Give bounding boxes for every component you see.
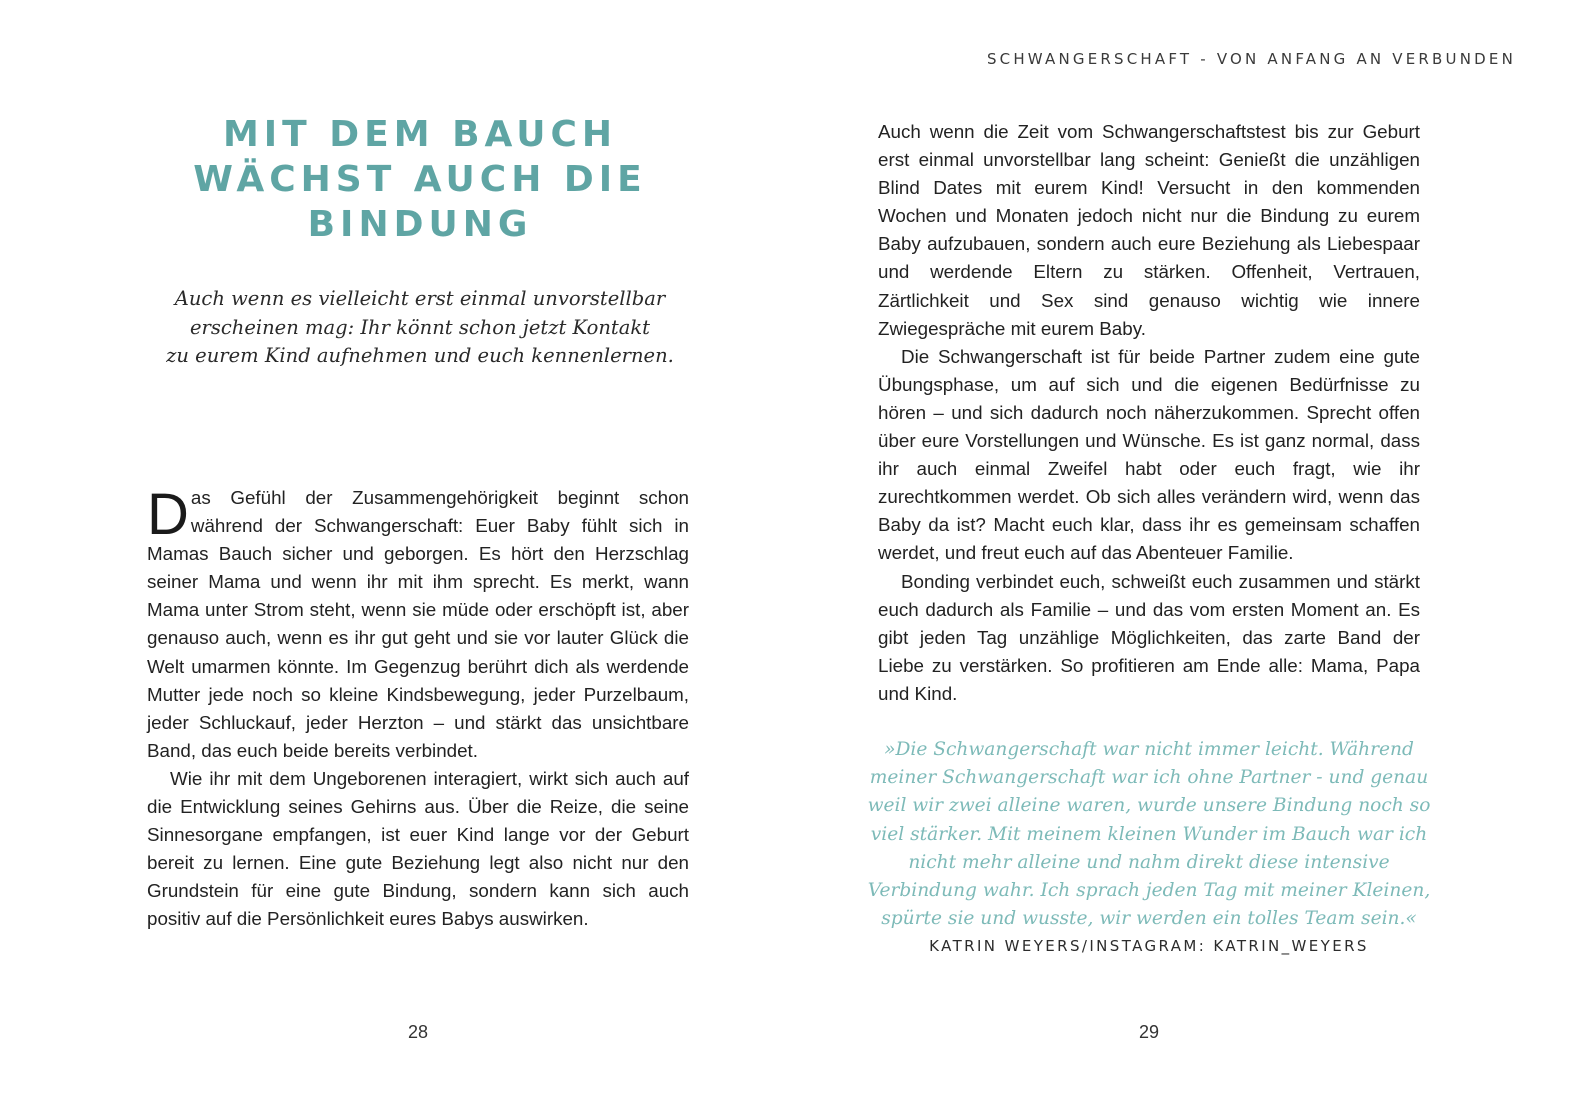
chapter-title-line: WÄCHST AUCH DIE [193,159,647,200]
quote-attribution: KATRIN WEYERS/INSTAGRAM: KATRIN_WEYERS [929,937,1369,955]
body-paragraph [147,484,689,765]
intro-line: erscheinen mag: Ihr könnt schon jetzt Kontakt [189,315,650,339]
quote-line: »Die Schwangerschaft war nicht immer leicht. Während [884,739,1414,760]
quote-line: meiner Schwangerschaft war ich ohne Partner - und genau [869,767,1429,789]
drop-cap: D [147,482,189,547]
testimonial-quote [865,736,1433,933]
body-paragraph: Bonding verbindet euch, schweißt euch zusammen und stärkt euch dadurch als Familie – und das vom ersten Moment an. Es gibt jeden Tag unzählige Möglichkeiten, das zarte Band der Liebe zu verstärken. So profitieren am Ende alle: Mama, Papa und Kind. [878,570,1420,704]
intro-line: zu eurem Kind aufnehmen und euch kennenlernen. [166,344,674,367]
chapter-title-line: BINDUNG [307,204,533,245]
right-body-text [878,118,1420,708]
page-number: 29 [1138,1022,1160,1042]
quote-line: weil wir zwei alleine waren, wurde unsere Bindung noch so [867,795,1431,817]
running-head: SCHWANGERSCHAFT - VON ANFANG AN VERBUNDEN [986,50,1516,68]
quote-line: spürte sie und wusste, wir werden ein tolles Team sein.« [881,908,1417,930]
quote-line: viel stärker. Mit meinem kleinen Wunder im Bauch war ich [870,823,1428,845]
quote-line: Verbindung wahr. Ich sprach jeden Tag mit meiner Kleinen, [867,880,1431,902]
quote-line: nicht mehr alleine und nahm direkt diese intensive [908,851,1390,873]
right-page [785,0,1570,1110]
body-paragraph: Auch wenn die Zeit vom Schwangerschaftstest bis zur Geburt erst einmal unvorstellbar lang scheint: Genießt die unzähligen Blind Dates mit eurem Kind! Versucht in den kommenden Wochen und Monaten jedoch nicht nur die Bindung zu eurem Baby aufzubauen, sondern auch eure Beziehung als Liebespaar und werdende Eltern zu stärken. Offenheit, Vertrauen, Zärtlichkeit und Sex sind genauso wichtig wie innere Zwiegespräche mit eurem Baby. [878,121,1420,339]
page-number: 28 [407,1022,429,1042]
chapter-title-line: MIT DEM BAUCH [222,114,618,155]
body-paragraph: Wie ihr mit dem Ungeborenen interagiert, wirkt sich auch auf die Entwicklung seines Gehirns aus. Über die Reize, die seine Sinnesorgane empfangen, ist euer Kind lange vor der Geburt bereit zu lernen. Eine gute Beziehung legt also nicht nur den Grundstein für eine gute Bindung, sondern kann sich auch positiv auf die Persönlichkeit eures Babys auswirken. [147,767,689,930]
paragraph-text: as Gefühl der Zusammengehörigkeit beginnt schon während der Schwangerschaft: Euer Baby fühlt sich in Mamas Bauch sicher und geborgen. Es hört den Herzschlag seiner Mama und wenn ihr mit ihm sprecht. Es merkt, wann Mama unter Strom steht, wenn sie müde oder erschöpft ist, aber genauso auch, wenn es ihr gut geht und sie vor lauter Glück die Welt umarmen könnte. Im Gegenzug berührt dich als werdende Mutter jede noch so kleine Kindsbewegung, jeder Purzelbaum, jeder Schluckauf, jeder Herzton – und stärkt das unsichtbare Band, das euch beide bereits verbindet. [147,487,689,761]
chapter-title [120,112,720,247]
intro-line: Auch wenn es vielleicht erst einmal unvorstellbar [174,287,666,310]
chapter-intro [140,285,700,371]
left-body-text [147,484,689,934]
body-paragraph: Die Schwangerschaft ist für beide Partner zudem eine gute Übungsphase, um auf sich und die eigenen Bedürfnisse zu hören – und sich dadurch noch näherzukommen. Sprecht offen über eure Vorstellungen und Wünsche. Es ist ganz normal, dass ihr auch einmal Zweifel habt oder euch fragt, wie ihr zurechtkommen werdet. Ob sich alles verändern wird, wenn das Baby da ist? Macht euch klar, dass ihr es gemeinsam schaffen werdet, und freut euch auf das Abenteuer Familie. [878,345,1420,564]
